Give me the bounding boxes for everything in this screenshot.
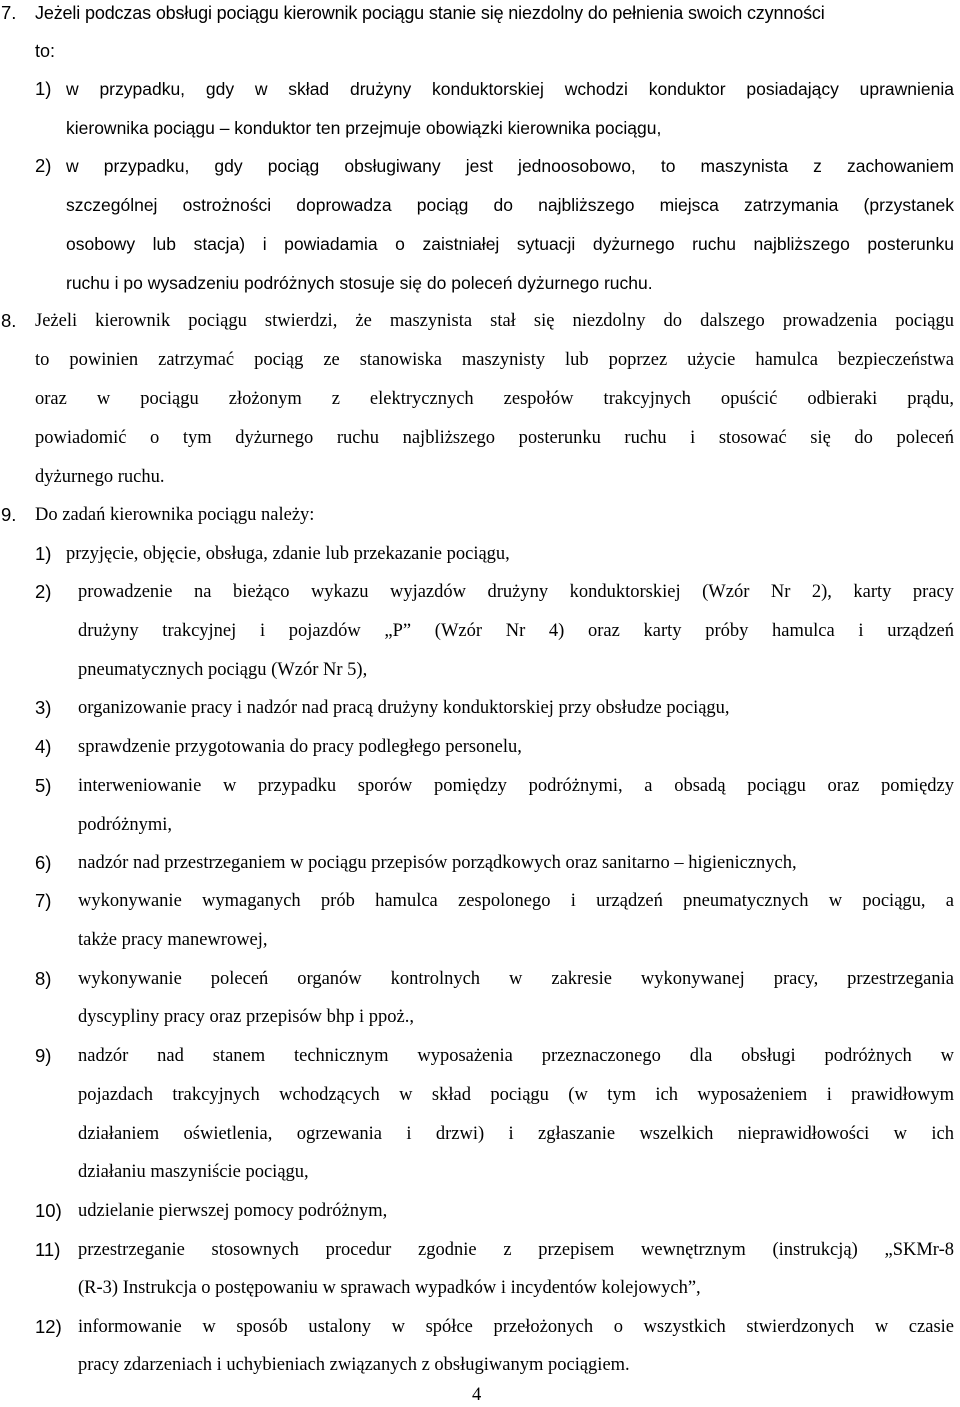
text-line: interweniowanie w przypadku sporów pomiędzy podróżnymi, a obsadą pociągu oraz pomiędzy	[78, 776, 954, 796]
list-number: 3)	[35, 697, 52, 718]
text-line: wykonywanie poleceń organów kontrolnych w zakresie wykonywanej pracy, przestrzegania	[78, 969, 954, 989]
list-number: 6)	[35, 852, 52, 873]
list-number: 7)	[35, 890, 52, 911]
list-number: 12)	[35, 1316, 62, 1337]
text-line: to:	[35, 41, 56, 61]
text-line: działaniem oświetlenia, ogrzewania i drzwi) i zgłaszanie wszelkich nieprawidłowości w ich	[78, 1124, 954, 1144]
text-line: nadzór nad przestrzeganiem w pociągu przepisów porządkowych oraz sanitarno – higienicznych,	[78, 853, 797, 873]
list-number: 8)	[35, 968, 52, 989]
text-line: sprawdzenie przygotowania do pracy podległego personelu,	[78, 737, 522, 757]
text-line: organizowanie pracy i nadzór nad pracą drużyny konduktorskiej przy obsłudze pociągu,	[78, 698, 730, 718]
text-line: kierownika pociągu – konduktor ten przejmuje obowiązki kierownika pociągu,	[66, 118, 662, 138]
text-line: pojazdach trakcyjnych wchodzących w skład pociągu (w tym ich wyposażeniem i prawidłowym	[78, 1085, 954, 1105]
text-line: powiadomić o tym dyżurnego ruchu najbliższego posterunku ruchu i stosować się do poleceń	[35, 428, 954, 448]
text-line: nadzór nad stanem technicznym wyposażenia przeznaczonego dla obsługi podróżnych w	[78, 1046, 954, 1066]
text-line: w przypadku, gdy w skład drużyny konduktorskiej wchodzi konduktor posiadający uprawnienia	[66, 79, 954, 99]
list-number: 1)	[35, 78, 52, 99]
text-line: (R-3) Instrukcja o postępowaniu w sprawach wypadków i incydentów kolejowych”,	[78, 1278, 701, 1298]
text-line: drużyny trakcyjnej i pojazdów „P” (Wzór Nr 4) oraz karty próby hamulca i urządzeń	[78, 621, 954, 641]
list-number: 2)	[35, 155, 52, 176]
text-line: pneumatycznych pociągu (Wzór Nr 5),	[78, 660, 368, 680]
text-line: Do zadań kierownika pociągu należy:	[35, 505, 315, 525]
page-number: 4	[472, 1385, 482, 1405]
text-line: działaniu maszyniście pociągu,	[78, 1162, 309, 1182]
text-line: dyżurnego ruchu.	[35, 467, 165, 487]
text-line: przestrzeganie stosownych procedur zgodnie z przepisem wewnętrznym (instrukcją) „SKMr-8	[78, 1240, 954, 1260]
text-line: Jeżeli kierownik pociągu stwierdzi, że maszynista stał się niezdolny do dalszego prowadzenia pociągu	[35, 311, 954, 331]
text-line: przyjęcie, objęcie, obsługa, zdanie lub przekazanie pociągu,	[66, 544, 510, 564]
paragraph-number: 7.	[1, 2, 17, 23]
paragraph-number: 8.	[1, 310, 17, 331]
text-line: prowadzenie na bieżąco wykazu wyjazdów drużyny konduktorskiej (Wzór Nr 2), karty pracy	[78, 582, 954, 602]
text-line: udzielanie pierwszej pomocy podróżnym,	[78, 1201, 388, 1221]
text-line: także pracy manewrowej,	[78, 930, 268, 950]
text-line: ruchu i po wysadzeniu podróżnych stosuje się do poleceń dyżurnego ruchu.	[66, 273, 653, 293]
list-number: 4)	[35, 736, 52, 757]
text-line: to powinien zatrzymać pociąg ze stanowiska maszynisty lub poprzez użycie hamulca bezpieczeństwa	[35, 350, 954, 370]
list-number: 2)	[35, 581, 52, 602]
text-line: wykonywanie wymaganych prób hamulca zespolonego i urządzeń pneumatycznych w pociągu, a	[78, 891, 954, 911]
text-line: szczególnej ostrożności doprowadza pociąg do najbliższego miejsca zatrzymania (przystanek	[66, 195, 954, 215]
paragraph-number: 9.	[1, 504, 17, 525]
list-number: 9)	[35, 1045, 52, 1066]
text-line: osobowy lub stacja) i powiadamia o zaistniałej sytuacji dyżurnego ruchu najbliższego posterunku	[66, 234, 954, 254]
list-number: 11)	[35, 1239, 61, 1260]
text-line: oraz w pociągu złożonym z elektrycznych zespołów trakcyjnych opuścić odbieraki prądu,	[35, 389, 954, 409]
text-line: Jeżeli podczas obsługi pociągu kierownik pociągu stanie się niezdolny do pełnienia swoich czynności	[35, 3, 825, 23]
text-line: w przypadku, gdy pociąg obsługiwany jest jednoosobowo, to maszynista z zachowaniem	[66, 156, 954, 176]
text-line: dyscypliny pracy oraz przepisów bhp i ppoż.,	[78, 1007, 414, 1027]
text-line: pracy zdarzeniach i uchybieniach związanych z obsługiwanym pociągiem.	[78, 1355, 630, 1375]
text-line: podróżnymi,	[78, 815, 173, 835]
list-number: 5)	[35, 775, 52, 796]
text-line: informowanie w sposób ustalony w spółce przełożonych o wszystkich stwierdzonych w czasie	[78, 1317, 954, 1337]
list-number: 10)	[35, 1200, 62, 1221]
list-number: 1)	[35, 543, 52, 564]
